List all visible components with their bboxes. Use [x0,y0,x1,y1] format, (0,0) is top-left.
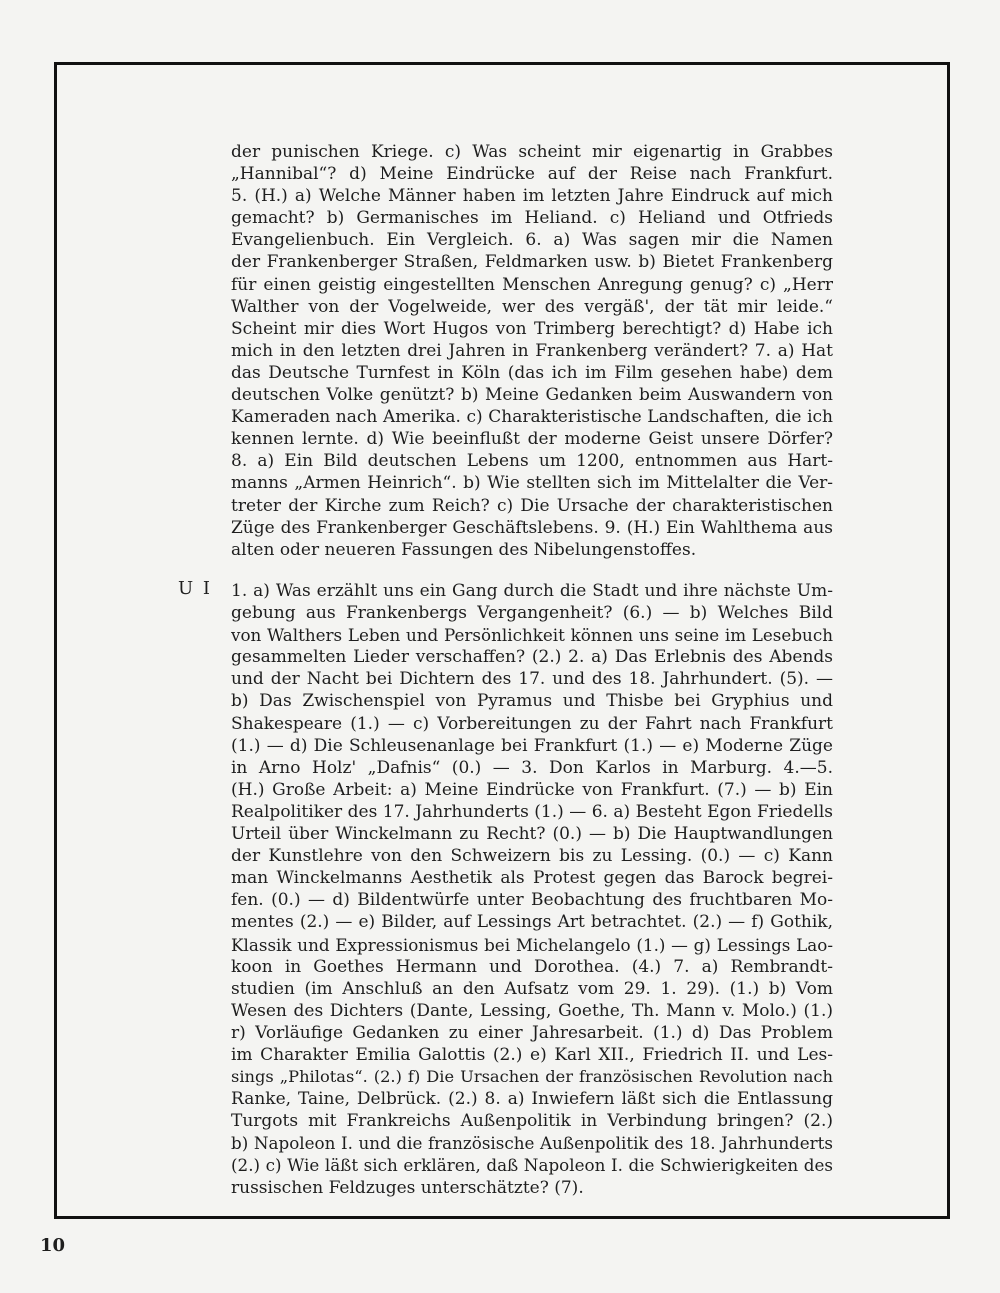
text-line: Realpolitiker des 17. Jahrhunderts (1.) — 6. a) Besteht Egon Friedells [231,801,833,822]
text-line: b) Das Zwischenspiel von Pyramus und Thisbe bei Gryphius und [231,691,833,712]
text-line: in Arno Holz' „Dafnis“ (0.) — 3. Don Karlos in Marburg. 4.—5. [231,757,833,778]
text-line: mich in den letzten drei Jahren in Frankenberg verändert? 7. a) Hat [231,340,833,361]
text-line: (1.) — d) Die Schleusenanlage bei Frankfurt (1.) — e) Moderne Züge [231,735,833,756]
text-line: der Frankenberger Straßen, Feldmarken usw. b) Bietet Frankenberg [231,252,833,273]
text-line: von Walthers Leben und Persönlichkeit können uns seine im Lesebuch [231,625,833,646]
text-line: mentes (2.) — e) Bilder, auf Lessings Art betrachtet. (2.) — f) Gothik, [231,912,833,933]
text-line: Turgots mit Frankreichs Außenpolitik in Verbindung bringen? (2.) [231,1111,833,1132]
text-line: gesammelten Lieder verschaffen? (2.) 2. a) Das Erlebnis des Abends [231,647,833,668]
text-line: der punischen Kriege. c) Was scheint mir eigenartig in Grabbes [231,142,833,162]
text-line: Kameraden nach Amerika. c) Charakteristische Landschaften, die ich [231,407,833,428]
text-line: sings „Philotas“. (2.) f) Die Ursachen der französischen Revolution nach [231,1067,833,1087]
text-line: gebung aus Frankenbergs Vergangenheit? (6.) — b) Welches Bild [231,603,833,624]
text-line: alten oder neueren Fassungen des Nibelungenstoffes. [231,539,697,560]
text-line: manns „Armen Heinrich“. b) Wie stellten sich im Mittelalter die Ver- [231,473,833,494]
text-line: der Kunstlehre von den Schweizern bis zu Lessing. (0.) — c) Kann [231,846,833,867]
text-line: man Winckelmanns Aesthetik als Protest gegen das Barock begrei- [231,868,833,889]
text-line: Scheint mir dies Wort Hugos von Trimberg berechtigt? d) Habe ich [231,318,833,339]
text-line: Ranke, Taine, Delbrück. (2.) 8. a) Inwiefern läßt sich die Entlassung [231,1089,833,1110]
text-line: treter der Kirche zum Reich? c) Die Ursache der charakteristischen [231,495,833,516]
text-line: russischen Feldzuges unterschätzte? (7). [231,1177,584,1198]
text-line: und der Nacht bei Dichtern des 17. und des 18. Jahrhundert. (5). — [231,669,833,690]
text-line: (H.) Große Arbeit: a) Meine Eindrücke von Frankfurt. (7.) — b) Ein [231,779,833,800]
text-line: 1. a) Was erzählt uns ein Gang durch die Stadt und ihre nächste Um- [231,581,833,601]
text-line: Urteil über Winckelmann zu Recht? (0.) — b) Die Hauptwandlungen [231,824,833,845]
text-line: studien (im Anschluß an den Aufsatz vom 29. 1. 29). (1.) b) Vom [231,978,833,999]
text-line: das Deutsche Turnfest in Köln (das ich im Film gesehen habe) dem [231,362,833,383]
text-line: kennen lernte. d) Wie beeinflußt der moderne Geist unsere Dörfer? [231,429,833,450]
text-line: koon in Goethes Hermann und Dorothea. (4.) 7. a) Rembrandt- [231,956,833,977]
text-line: 5. (H.) a) Welche Männer haben im letzten Jahre Eindruck auf mich [231,186,833,207]
text-line: Klassik und Expressionismus bei Michelangelo (1.) — g) Lessings Lao- [231,934,833,955]
text-block-continuation [231,141,833,561]
page-number: 10 [40,1235,66,1256]
text-line: b) Napoleon I. und die französische Außenpolitik des 18. Jahrhunderts [231,1133,833,1154]
text-line: gemacht? b) Germanisches im Heliand. c) Heliand und Otfrieds [231,208,833,229]
text-line: Wesen des Dichters (Dante, Lessing, Goethe, Th. Mann v. Molo.) (1.) [231,1000,833,1021]
text-line: 8. a) Ein Bild deutschen Lebens um 1200, entnommen aus Hart- [231,451,833,472]
text-line: r) Vorläufige Gedanken zu einer Jahresarbeit. (1.) d) Das Problem [231,1022,833,1043]
text-line: Walther von der Vogelweide, wer des vergäß', der tät mir leide.“ [231,296,833,317]
text-line: Evangelienbuch. Ein Vergleich. 6. a) Was sagen mir die Namen [231,230,833,251]
text-line: „Hannibal“? d) Meine Eindrücke auf der Reise nach Frankfurt. [231,164,833,185]
text-block-section [231,580,833,1199]
text-line: im Charakter Emilia Galottis (2.) e) Karl XII., Friedrich II. und Les- [231,1044,833,1065]
text-line: für einen geistig eingestellten Menschen Anregung genug? c) „Herr [231,274,833,295]
text-line: Shakespeare (1.) — c) Vorbereitungen zu der Fahrt nach Frankfurt [231,713,833,734]
section-label: U I [178,578,213,599]
text-line: fen. (0.) — d) Bildentwürfe unter Beobachtung des fruchtbaren Mo- [231,890,833,911]
text-line: (2.) c) Wie läßt sich erklären, daß Napoleon I. die Schwierigkeiten des [231,1155,833,1176]
text-line: Züge des Frankenberger Geschäftslebens. 9. (H.) Ein Wahlthema aus [231,517,833,538]
text-line: deutschen Volke genützt? b) Meine Gedanken beim Auswandern von [231,385,833,406]
